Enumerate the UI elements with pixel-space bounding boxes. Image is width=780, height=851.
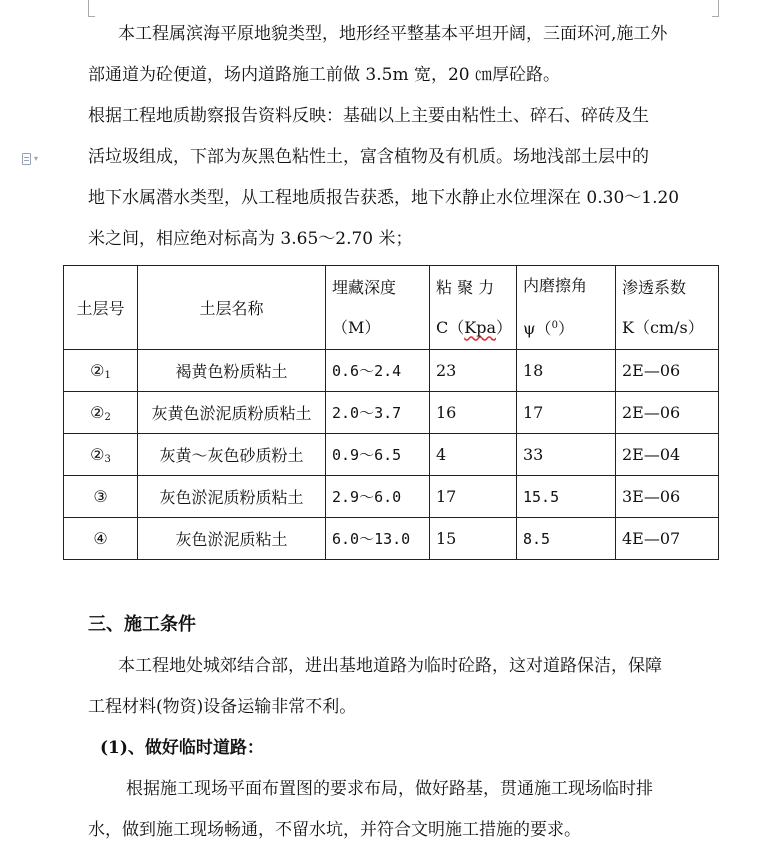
header-layer-name: 土层名称 bbox=[138, 266, 326, 350]
spellcheck-underline: Kpa bbox=[464, 317, 496, 337]
paragraph-1-line-1: 本工程属滨海平原地貌类型，地形经平整基本平坦开阔，三面环河,施工外 bbox=[118, 24, 668, 44]
paragraph-2-line-4: 米之间，相应绝对标高为 3.65～2.70 米； bbox=[88, 229, 413, 249]
paragraph-2-line-1: 根据工程地质勘察报告资料反映：基础以上主要由粘性土、碎石、碎砖及生 bbox=[88, 106, 649, 126]
table-row: $②_1$ 褐黄色粉质粘土 0.6～2.4 23 18 2E—06 bbox=[64, 350, 719, 392]
caret-down-icon: ▾ bbox=[34, 154, 39, 163]
section-3-sub-heading: (1)、做好临时道路： bbox=[100, 738, 264, 758]
table-row: $②_3$ 灰黄～灰色砂质粉土 0.9～6.5 4 33 2E—04 bbox=[64, 434, 719, 476]
section-3-paragraph-2: 根据施工现场平面布置图的要求布局，做好路基，贯通施工现场临时排 水，做到施工现场畅通，不留水坑，并符合文明施工措施的要求。 bbox=[88, 779, 653, 840]
table-header-row bbox=[64, 266, 719, 350]
header-depth: 埋藏深度 （M） bbox=[326, 266, 430, 350]
paragraph-2 bbox=[88, 96, 714, 260]
table-row: ④ 灰色淤泥质粘土 6.0～13.0 15 8.5 4E—07 bbox=[64, 518, 719, 560]
table-row: ③ 灰色淤泥质粉质粘土 2.9～6.0 17 15.5 3E—06 bbox=[64, 476, 719, 518]
paragraph-options-icon[interactable] bbox=[22, 151, 46, 167]
table-row: $②_2$ 灰黄色淤泥质粉质粘土 2.0～3.7 16 17 2E—06 bbox=[64, 392, 719, 434]
paragraph-2-line-3: 地下水属潜水类型，从工程地质报告获悉，地下水静止水位埋深在 0.30～1.20 bbox=[88, 188, 680, 208]
header-layer-no: 土层号 bbox=[64, 266, 138, 350]
paragraph-1 bbox=[88, 14, 714, 96]
header-permeability: 渗透系数 K（cm/s） bbox=[616, 266, 719, 350]
paragraph-1-line-2: 部通道为砼便道，场内道路施工前做 3.5m 宽，20 ㎝厚砼路。 bbox=[88, 65, 560, 85]
section-3-heading: 三、施工条件 bbox=[88, 614, 196, 635]
header-cohesion: 粘 聚 力 C（Kpa） bbox=[430, 266, 517, 350]
soil-layer-table bbox=[63, 265, 719, 560]
document-icon bbox=[22, 153, 31, 165]
section-3-paragraph-1: 本工程地处城郊结合部，进出基地道路为临时砼路，这对道路保洁，保障 工程材料(物资)设备运输非常不利。 bbox=[88, 656, 662, 717]
paragraph-2-line-2: 活垃圾组成，下部为灰黑色粘性土，富含植物及有机质。场地浅部土层中的 bbox=[88, 147, 649, 167]
header-friction-angle: 内磨擦角 ψ（$^0$） bbox=[517, 266, 616, 350]
